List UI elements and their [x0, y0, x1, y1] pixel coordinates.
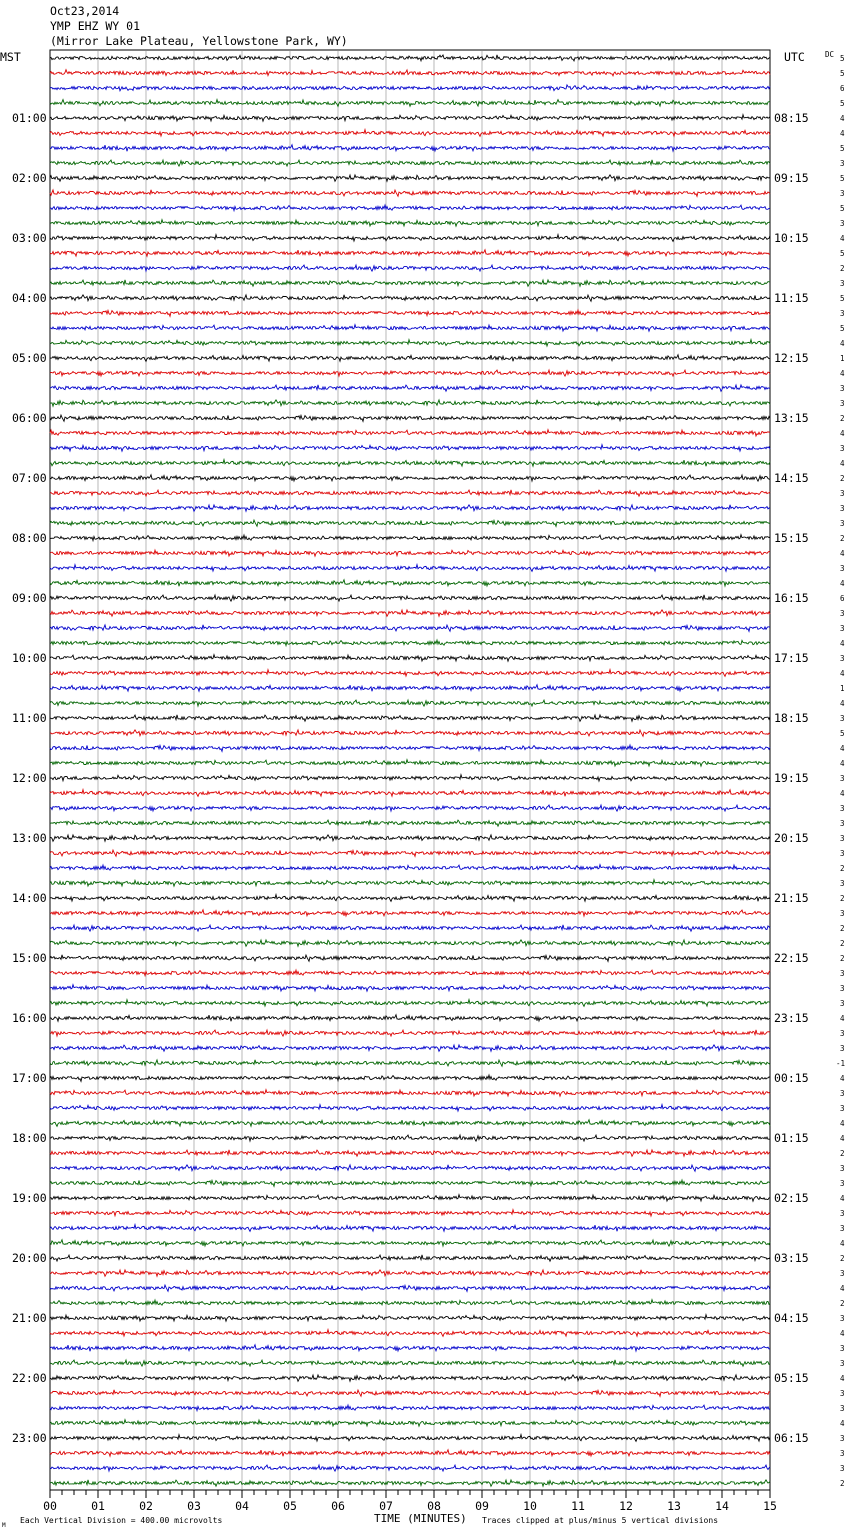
dc-offset-value: 4 [840, 579, 845, 588]
dc-offset-value: 4 [840, 459, 845, 468]
dc-offset-value: 4 [840, 1239, 845, 1248]
seismic-trace [50, 955, 770, 962]
seismic-trace [50, 205, 770, 211]
seismic-trace [50, 670, 770, 677]
dc-offset-value: 3 [840, 879, 845, 888]
mst-hour-label: 17:00 [12, 1071, 47, 1085]
x-tick-label: 01 [91, 1499, 105, 1513]
header-location: (Mirror Lake Plateau, Yellowstone Park, WY) [50, 34, 348, 48]
seismic-trace [50, 1090, 770, 1097]
dc-offset-value: 1 [840, 684, 845, 693]
dc-offset-value: 3 [840, 1404, 845, 1413]
seismic-trace [50, 160, 770, 166]
dc-offset-value: 4 [840, 789, 845, 798]
seismic-trace [50, 1180, 770, 1186]
x-tick-label: 10 [523, 1499, 537, 1513]
seismic-trace [50, 985, 770, 992]
dc-offset-value: 5 [840, 144, 845, 153]
dc-offset-value: 3 [840, 1344, 845, 1353]
dc-offset-value: 3 [840, 1224, 845, 1233]
dc-offset-value: 3 [840, 834, 845, 843]
utc-hour-label: 13:15 [774, 411, 809, 425]
dc-offset-value: 2 [840, 864, 845, 873]
dc-offset-value: 5 [840, 294, 845, 303]
trace-group [50, 55, 770, 1486]
x-tick-label: 05 [283, 1499, 297, 1513]
dc-offset-value: 4 [840, 1374, 845, 1383]
time-axis [43, 1490, 777, 1513]
seismic-trace [50, 1465, 770, 1471]
seismic-trace [50, 865, 770, 871]
seismic-trace [50, 550, 770, 556]
mst-hour-label: 11:00 [12, 711, 47, 725]
seismic-trace [50, 1390, 770, 1397]
dc-offset-value: 3 [840, 909, 845, 918]
utc-hour-label: 03:15 [774, 1251, 809, 1265]
dc-offset-value: 3 [840, 1464, 845, 1473]
dc-offset-value: 4 [840, 1014, 845, 1023]
dc-offset-value: 4 [840, 234, 845, 243]
scale-note: Each Vertical Division = 400.00 microvolts [20, 1516, 223, 1525]
utc-hour-label: 08:15 [774, 111, 809, 125]
mst-hour-label: 04:00 [12, 291, 47, 305]
seismic-trace [50, 595, 770, 601]
seismic-trace [50, 745, 770, 751]
seismic-trace [50, 355, 770, 362]
seismic-trace [50, 775, 770, 781]
dc-offset-value: 3 [840, 624, 845, 633]
utc-hour-label: 12:15 [774, 351, 809, 365]
dc-offset-value: 3 [840, 159, 845, 168]
dc-offset-value: 3 [840, 1104, 845, 1113]
dc-offset-value: 4 [840, 1329, 845, 1338]
mst-hour-label: 01:00 [12, 111, 47, 125]
seismic-trace [50, 1450, 770, 1457]
x-tick-label: 15 [763, 1499, 777, 1513]
dc-offset-value: 3 [840, 654, 845, 663]
dc-offset-value: 4 [840, 339, 845, 348]
seismic-trace [50, 850, 770, 856]
utc-hour-label: 14:15 [774, 471, 809, 485]
seismic-trace [50, 1270, 770, 1277]
utc-hour-label: 04:15 [774, 1311, 809, 1325]
dc-offset-value: 2 [840, 894, 845, 903]
dc-offset-value: 4 [840, 1419, 845, 1428]
dc-offset-value: 4 [840, 1074, 845, 1083]
seismic-trace [50, 505, 770, 512]
seismic-trace [50, 1060, 770, 1066]
utc-hour-label: 11:15 [774, 291, 809, 305]
seismic-trace [50, 1015, 770, 1022]
dc-offset-value: 3 [840, 1269, 845, 1278]
dc-offset-value: 3 [840, 1389, 845, 1398]
dc-offset-value: 4 [840, 129, 845, 138]
dc-offset-value: 3 [840, 1044, 845, 1053]
utc-hour-label: 09:15 [774, 171, 809, 185]
seismic-trace [50, 805, 770, 811]
dc-offset-value: 2 [840, 939, 845, 948]
dc-offset-value: 4 [840, 1284, 845, 1293]
seismic-trace [50, 610, 770, 616]
utc-hour-label: 17:15 [774, 651, 809, 665]
dc-offset-value: 4 [840, 744, 845, 753]
dc-offset-value: 3 [840, 189, 845, 198]
dc-offset-value: 4 [840, 639, 845, 648]
dc-offset-value: 3 [840, 399, 845, 408]
utc-hour-label: 06:15 [774, 1431, 809, 1445]
seismic-trace [50, 1000, 770, 1007]
dc-label: DC [825, 50, 835, 59]
seismic-trace [50, 1075, 770, 1081]
seismic-trace [50, 1480, 770, 1486]
seismic-trace [50, 835, 770, 842]
mst-hour-label: 10:00 [12, 651, 47, 665]
seismic-trace [50, 370, 770, 376]
seismic-trace [50, 130, 770, 137]
header-date: Oct23,2014 [50, 4, 120, 18]
seismic-trace [50, 1165, 770, 1171]
seismic-trace [50, 265, 770, 271]
dc-offset-value: 3 [840, 804, 845, 813]
seismic-trace [50, 1195, 770, 1202]
dc-offset-value: 3 [840, 564, 845, 573]
dc-offset-value: 3 [840, 489, 845, 498]
dc-offset-value: 4 [840, 1119, 845, 1128]
seismic-trace [50, 85, 770, 91]
seismic-trace [50, 220, 770, 227]
seismic-trace [50, 925, 770, 931]
dc-offset-value: 3 [840, 969, 845, 978]
seismic-trace [50, 895, 770, 902]
seismic-trace [50, 535, 770, 541]
seismic-trace [50, 250, 770, 256]
seismic-trace [50, 655, 770, 662]
seismic-trace [50, 1435, 770, 1442]
dc-offset-value: 5 [840, 204, 845, 213]
dc-offset-value: 4 [840, 669, 845, 678]
mst-hour-label: 19:00 [12, 1191, 47, 1205]
seismic-trace [50, 700, 770, 706]
seismic-trace [50, 1135, 770, 1141]
seismic-trace [50, 565, 770, 572]
mst-hour-label: 20:00 [12, 1251, 47, 1265]
dc-offset-value: 4 [840, 1134, 845, 1143]
utc-hour-label: 05:15 [774, 1371, 809, 1385]
seismic-trace [50, 1300, 770, 1306]
dc-offset-value: 3 [840, 384, 845, 393]
mst-hour-label: 02:00 [12, 171, 47, 185]
dc-offset-labels [836, 54, 845, 1488]
seismic-trace [50, 445, 770, 452]
mst-hour-label: 06:00 [12, 411, 47, 425]
dc-offset-value: 5 [840, 729, 845, 738]
dc-offset-value: 5 [840, 99, 845, 108]
dc-offset-value: 3 [840, 1359, 845, 1368]
seismic-trace [50, 280, 770, 286]
seismic-trace [50, 175, 770, 181]
dc-offset-value: 2 [840, 474, 845, 483]
x-axis-title: TIME (MINUTES) [374, 1512, 467, 1525]
dc-offset-value: 3 [840, 1164, 845, 1173]
dc-offset-value: 4 [840, 1194, 845, 1203]
dc-offset-value: 5 [840, 249, 845, 258]
dc-offset-value: 3 [840, 1449, 845, 1458]
seismic-trace [50, 685, 770, 692]
dc-offset-value: 3 [840, 279, 845, 288]
dc-offset-value: 2 [840, 1254, 845, 1263]
seismic-trace [50, 295, 770, 301]
seismic-trace [50, 730, 770, 736]
seismic-trace [50, 430, 770, 436]
dc-offset-value: 5 [840, 174, 845, 183]
mst-hour-label: 03:00 [12, 231, 47, 245]
seismic-trace [50, 100, 770, 107]
seismic-trace [50, 70, 770, 76]
seismic-trace [50, 970, 770, 976]
dc-offset-value: 3 [840, 1179, 845, 1188]
seismic-trace [50, 1255, 770, 1261]
seismic-trace [50, 1225, 770, 1232]
seismic-trace [50, 1150, 770, 1156]
seismic-trace [50, 1315, 770, 1322]
dc-offset-value: 5 [840, 54, 845, 63]
seismic-trace [50, 520, 770, 526]
dc-offset-value: 3 [840, 999, 845, 1008]
x-tick-label: 03 [187, 1499, 201, 1513]
dc-offset-value: 3 [840, 1089, 845, 1098]
x-tick-label: 12 [619, 1499, 633, 1513]
seismic-trace [50, 1285, 770, 1291]
seismic-trace [50, 190, 770, 197]
x-tick-label: 00 [43, 1499, 57, 1513]
mst-hour-label: 08:00 [12, 531, 47, 545]
dc-offset-value: 3 [840, 609, 845, 618]
dc-offset-value: 2 [840, 1149, 845, 1158]
dc-offset-value: 3 [840, 714, 845, 723]
utc-hour-label: 15:15 [774, 531, 809, 545]
header-station: YMP EHZ WY 01 [50, 19, 141, 33]
seismic-trace [50, 1405, 770, 1411]
x-tick-label: 14 [715, 1499, 729, 1513]
corner-mark: M [2, 1522, 6, 1529]
dc-offset-value: 3 [840, 1434, 845, 1443]
seismic-trace [50, 580, 770, 587]
seismic-trace [50, 145, 770, 152]
mst-hour-label: 23:00 [12, 1431, 47, 1445]
dc-offset-value: 3 [840, 849, 845, 858]
utc-hour-label: 23:15 [774, 1011, 809, 1025]
utc-hour-label: 19:15 [774, 771, 809, 785]
x-tick-label: 07 [379, 1499, 393, 1513]
seismic-trace [50, 1330, 770, 1337]
dc-offset-value: 3 [840, 984, 845, 993]
mst-hour-label: 18:00 [12, 1131, 47, 1145]
dc-offset-value: 3 [840, 819, 845, 828]
utc-hour-label: 22:15 [774, 951, 809, 965]
dc-offset-value: 3 [840, 1314, 845, 1323]
seismic-trace [50, 415, 770, 421]
utc-hour-label: 16:15 [774, 591, 809, 605]
dc-offset-value: 3 [840, 1209, 845, 1218]
dc-offset-value: 6 [840, 84, 845, 93]
seismic-trace [50, 490, 770, 496]
mst-hour-label: 15:00 [12, 951, 47, 965]
dc-offset-value: 3 [840, 519, 845, 528]
seismic-trace [50, 760, 770, 767]
mst-hour-label: 13:00 [12, 831, 47, 845]
seismic-trace [50, 1030, 770, 1036]
dc-offset-value: 4 [840, 429, 845, 438]
mst-hour-label: 22:00 [12, 1371, 47, 1385]
left-axis-label: MST [0, 50, 21, 64]
seismic-trace [50, 910, 770, 916]
dc-offset-value: 4 [840, 369, 845, 378]
utc-hour-label: 10:15 [774, 231, 809, 245]
dc-offset-value: 2 [840, 264, 845, 273]
utc-hour-label: 20:15 [774, 831, 809, 845]
dc-offset-value: 5 [840, 324, 845, 333]
utc-hour-label: 00:15 [774, 1071, 809, 1085]
utc-hour-label: 18:15 [774, 711, 809, 725]
dc-offset-value: 6 [840, 594, 845, 603]
seismic-trace [50, 55, 770, 61]
dc-offset-value: 4 [840, 114, 845, 123]
seismic-trace [50, 715, 770, 721]
seismic-trace [50, 340, 770, 346]
seismic-trace [50, 115, 770, 122]
seismic-trace [50, 1105, 770, 1111]
seismic-trace [50, 640, 770, 646]
dc-offset-value: 2 [840, 1299, 845, 1308]
seismic-trace [50, 460, 770, 467]
utc-hour-label: 01:15 [774, 1131, 809, 1145]
dc-offset-value: 3 [840, 774, 845, 783]
seismic-trace [50, 400, 770, 406]
x-tick-label: 06 [331, 1499, 345, 1513]
seismic-trace [50, 385, 770, 391]
clip-note: Traces clipped at plus/minus 5 vertical divisions [482, 1516, 719, 1525]
mst-hour-label: 21:00 [12, 1311, 47, 1325]
seismic-trace [50, 940, 770, 946]
mst-hour-label: 07:00 [12, 471, 47, 485]
seismic-trace [50, 235, 770, 242]
right-axis-label: UTC [784, 50, 805, 64]
seismic-trace [50, 880, 770, 887]
dc-offset-value: 5 [840, 69, 845, 78]
seismic-trace [50, 1420, 770, 1427]
dc-offset-value: 2 [840, 954, 845, 963]
dc-offset-value: 1 [840, 354, 845, 363]
seismic-trace [50, 790, 770, 797]
seismic-trace [50, 475, 770, 481]
dc-offset-value: 2 [840, 1479, 845, 1488]
dc-offset-value: 4 [840, 699, 845, 708]
seismic-trace [50, 1240, 770, 1246]
seismic-trace [50, 1210, 770, 1216]
x-tick-label: 08 [427, 1499, 441, 1513]
dc-offset-value: 2 [840, 924, 845, 933]
dc-offset-value: 3 [840, 504, 845, 513]
dc-offset-value: 2 [840, 534, 845, 543]
x-tick-label: 09 [475, 1499, 489, 1513]
seismic-trace [50, 625, 770, 632]
mst-hour-label: 16:00 [12, 1011, 47, 1025]
dc-offset-value: 3 [840, 309, 845, 318]
mst-hour-label: 09:00 [12, 591, 47, 605]
dc-offset-value: -1 [836, 1059, 846, 1068]
x-tick-label: 04 [235, 1499, 249, 1513]
seismic-trace [50, 310, 770, 316]
x-tick-label: 13 [667, 1499, 681, 1513]
x-tick-label: 11 [571, 1499, 585, 1513]
seismic-trace [50, 1360, 770, 1366]
seismic-trace [50, 1345, 770, 1352]
dc-offset-value: 4 [840, 759, 845, 768]
utc-hour-label: 21:15 [774, 891, 809, 905]
mst-hour-label: 12:00 [12, 771, 47, 785]
utc-hour-label: 02:15 [774, 1191, 809, 1205]
seismic-trace [50, 1045, 770, 1051]
seismic-trace [50, 1375, 770, 1381]
dc-offset-value: 3 [840, 444, 845, 453]
seismic-trace [50, 325, 770, 332]
mst-hour-label: 05:00 [12, 351, 47, 365]
x-tick-label: 02 [139, 1499, 153, 1513]
dc-offset-value: 3 [840, 1029, 845, 1038]
dc-offset-value: 4 [840, 549, 845, 558]
dc-offset-value: 3 [840, 219, 845, 228]
seismic-trace [50, 1120, 770, 1127]
dc-offset-value: 2 [840, 414, 845, 423]
mst-hour-label: 14:00 [12, 891, 47, 905]
seismic-trace [50, 820, 770, 826]
